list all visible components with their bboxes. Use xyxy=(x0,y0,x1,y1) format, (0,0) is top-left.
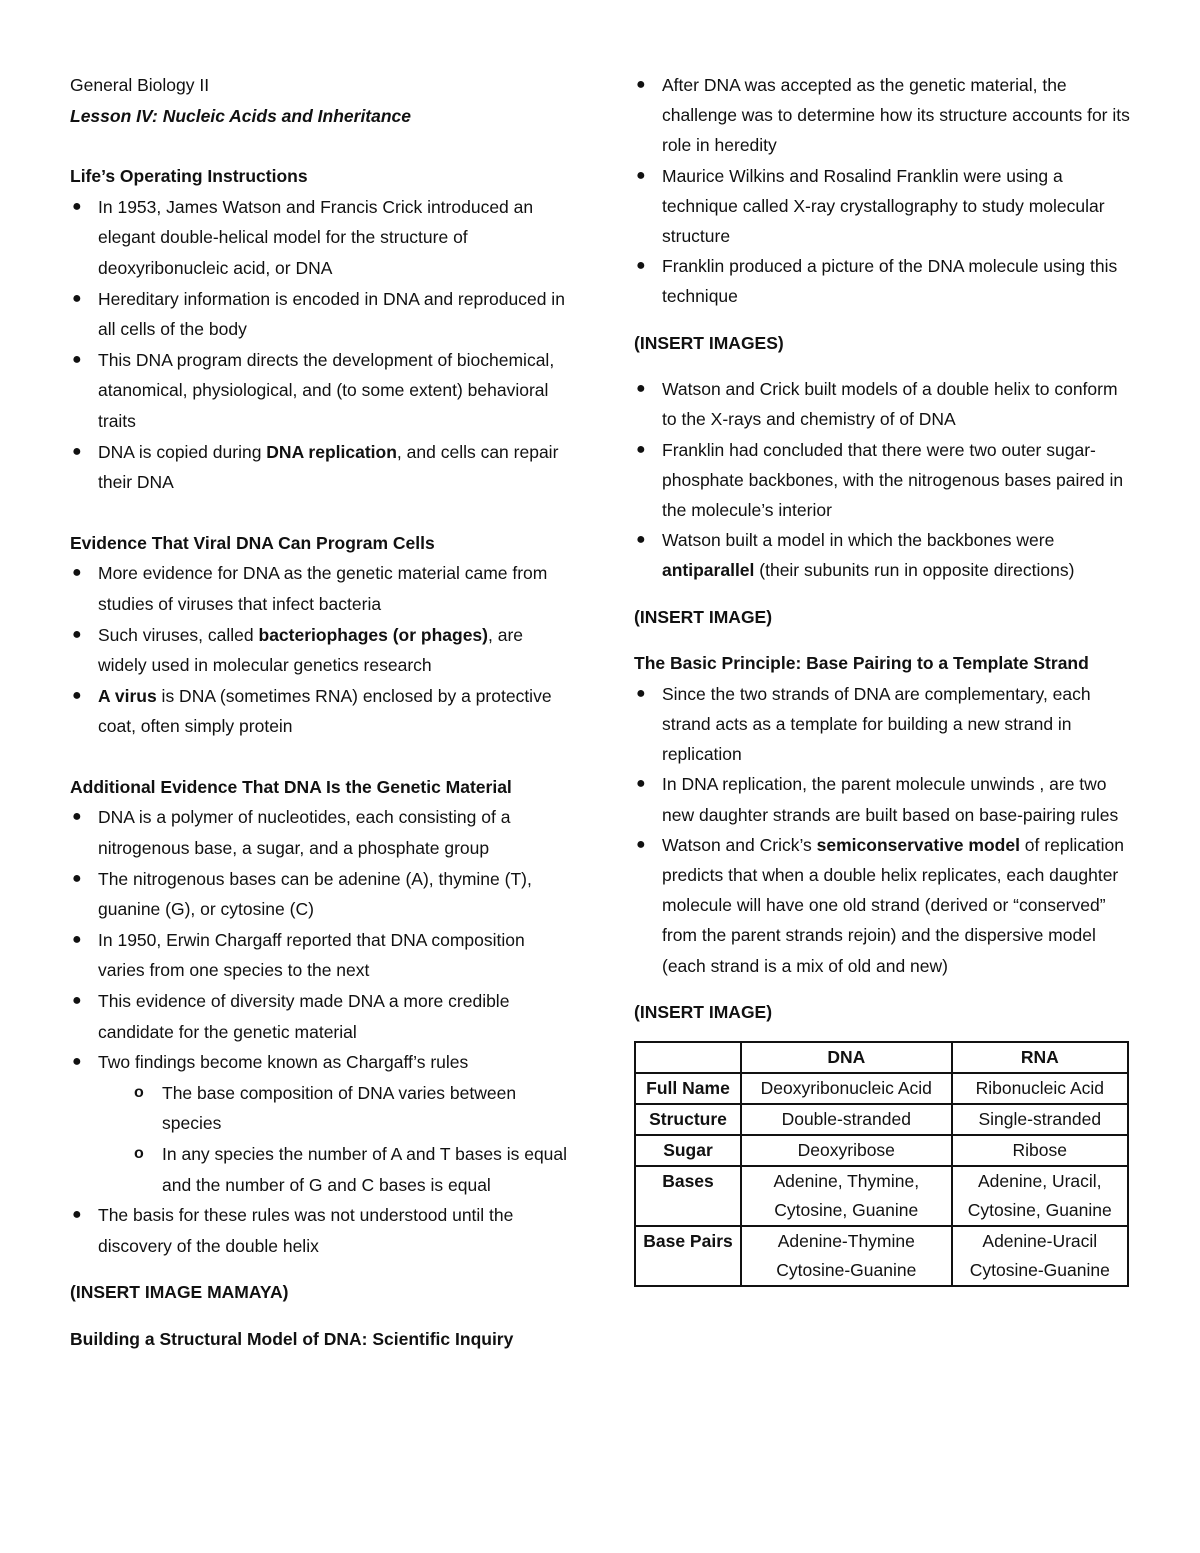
table-cell: Ribose xyxy=(952,1135,1128,1166)
table-cell: Adenine-Uracil Cytosine-Guanine xyxy=(952,1226,1128,1286)
table-row xyxy=(635,1166,1128,1226)
lesson-title: Lesson IV: Nucleic Acids and Inheritance xyxy=(70,105,412,126)
list-item: ● DNA is a polymer of nucleotides, each consisting of a nitrogenous base, a sugar, and a phosphate group xyxy=(70,802,570,863)
additional-list xyxy=(70,802,570,1261)
table-cell: Adenine-Thymine Cytosine-Guanine xyxy=(741,1226,952,1286)
section-heading-basic: The Basic Principle: Base Pairing to a Template Strand xyxy=(634,653,1089,674)
list-item: ● Hereditary information is encoded in DNA and reproduced in all cells of the body xyxy=(70,284,570,345)
list-item: ● The nitrogenous bases can be adenine (A), thymine (T), guanine (G), or cytosine (C) xyxy=(70,864,570,925)
table-row xyxy=(635,1135,1128,1166)
table-cell: Deoxyribose xyxy=(741,1135,952,1166)
table-header-cell: RNA xyxy=(952,1042,1128,1073)
right-column xyxy=(634,70,1134,1287)
table-cell: Adenine, Uracil, Cytosine, Guanine xyxy=(952,1166,1128,1226)
table-row-header: Bases xyxy=(635,1166,741,1226)
bullet-icon: ● xyxy=(72,564,82,582)
basic-list xyxy=(634,679,1134,981)
list-item: ● The basis for these rules was not understood until the discovery of the double helix xyxy=(70,1200,570,1261)
list-item: ● DNA is copied during DNA replication, and cells can repair their DNA xyxy=(70,437,570,498)
bullet-icon: ● xyxy=(636,684,646,702)
bullet-icon: ● xyxy=(72,350,82,368)
list-item: ● Franklin had concluded that there were two outer sugar-phosphate backbones, with the nitrogenous bases paired in the molecule’s interior xyxy=(634,435,1134,526)
life-list xyxy=(70,192,570,498)
building-list-2 xyxy=(634,374,1134,585)
insert-image-placeholder: (INSERT IMAGE) xyxy=(634,606,773,627)
bullet-icon: ● xyxy=(72,625,82,643)
bullet-icon: ● xyxy=(72,197,82,215)
list-item: ● A virus is DNA (sometimes RNA) enclosed by a protective coat, often simply protein xyxy=(70,681,570,742)
section-heading-viral: Evidence That Viral DNA Can Program Cells xyxy=(70,532,435,553)
bullet-icon: ● xyxy=(636,835,646,853)
table-cell: Double-stranded xyxy=(741,1104,952,1135)
bullet-icon: ● xyxy=(636,775,646,793)
section-heading-additional: Additional Evidence That DNA Is the Genetic Material xyxy=(70,776,512,797)
sub-list-item: o The base composition of DNA varies between species xyxy=(70,1078,570,1139)
table-cell: Deoxyribonucleic Acid xyxy=(741,1073,952,1104)
table-row-header: Sugar xyxy=(635,1135,741,1166)
table-cell: Adenine, Thymine, Cytosine, Guanine xyxy=(741,1166,952,1226)
table-row xyxy=(635,1226,1128,1286)
insert-images-placeholder: (INSERT IMAGES) xyxy=(634,332,784,353)
table-cell: Ribonucleic Acid xyxy=(952,1073,1128,1104)
bullet-icon: ● xyxy=(636,257,646,275)
table-cell: Single-stranded xyxy=(952,1104,1128,1135)
bullet-icon: ● xyxy=(72,930,82,948)
list-item: ● In 1953, James Watson and Francis Crick introduced an elegant double-helical model for the structure of deoxyribonucleic acid, or DNA xyxy=(70,192,570,284)
list-item: ● Watson and Crick’s semiconservative model of replication predicts that when a double helix replicates, each daughter molecule will have one old strand (derived or “conserved” from the parent strands rejoin) and the dispersive model (each strand is a mix of old and new) xyxy=(634,830,1134,981)
table-row-header: Base Pairs xyxy=(635,1226,741,1286)
bullet-icon: ● xyxy=(636,76,646,93)
table-header-cell xyxy=(635,1042,741,1073)
table-header-row xyxy=(635,1042,1128,1073)
bullet-icon: ● xyxy=(636,440,646,458)
circle-bullet-icon: o xyxy=(134,1145,144,1162)
list-item: ● Watson built a model in which the backbones were antiparallel (their subunits run in opposite directions) xyxy=(634,525,1134,585)
sub-list-item: o In any species the number of A and T bases is equal and the number of G and C bases is equal xyxy=(70,1139,570,1200)
list-item: ● More evidence for DNA as the genetic material came from studies of viruses that infect bacteria xyxy=(70,558,570,619)
table-row-header: Structure xyxy=(635,1104,741,1135)
list-item: ● Maurice Wilkins and Rosalind Franklin were using a technique called X-ray crystallography to study molecular structure xyxy=(634,161,1134,252)
dna-rna-comparison-table xyxy=(634,1041,1129,1287)
bullet-icon: ● xyxy=(72,869,82,887)
table-header-cell: DNA xyxy=(741,1042,952,1073)
left-column xyxy=(70,70,570,1355)
bullet-icon: ● xyxy=(72,289,82,307)
table-row-header: Full Name xyxy=(635,1073,741,1104)
list-item: ● Two findings become known as Chargaff’s rules xyxy=(70,1047,570,1078)
table-row xyxy=(635,1104,1128,1135)
insert-image-placeholder: (INSERT IMAGE MAMAYA) xyxy=(70,1282,289,1303)
list-item: ● Franklin produced a picture of the DNA molecule using this technique xyxy=(634,251,1134,311)
bullet-icon: ● xyxy=(72,1206,82,1224)
circle-bullet-icon: o xyxy=(134,1083,144,1101)
bullet-icon: ● xyxy=(636,531,646,549)
bullet-icon: ● xyxy=(636,380,646,398)
table-row xyxy=(635,1073,1128,1104)
list-item: ● Since the two strands of DNA are complementary, each strand acts as a template for building a new strand in replication xyxy=(634,679,1134,770)
bullet-icon: ● xyxy=(72,442,82,460)
list-item: ● This DNA program directs the development of biochemical, atanomical, physiological, and (to some extent) behavioral traits xyxy=(70,345,570,437)
list-item: ● In 1950, Erwin Chargaff reported that DNA composition varies from one species to the next xyxy=(70,925,570,986)
list-item: ● In DNA replication, the parent molecule unwinds , are two new daughter strands are built based on base-pairing rules xyxy=(634,769,1134,829)
viral-list xyxy=(70,558,570,742)
bullet-icon: ● xyxy=(72,808,82,826)
building-list xyxy=(634,70,1134,312)
course-title: General Biology II xyxy=(70,75,210,95)
insert-image-placeholder: (INSERT IMAGE) xyxy=(634,1001,773,1022)
bullet-icon: ● xyxy=(636,166,646,184)
list-item: ● Watson and Crick built models of a double helix to conform to the X-rays and chemistry of of DNA xyxy=(634,374,1134,434)
list-item: ● After DNA was accepted as the genetic material, the challenge was to determine how its structure accounts for its role in heredity xyxy=(634,70,1134,161)
list-item: ● Such viruses, called bacteriophages (or phages), are widely used in molecular genetics research xyxy=(70,620,570,681)
section-heading-building: Building a Structural Model of DNA: Scientific Inquiry xyxy=(70,1328,514,1349)
bullet-icon: ● xyxy=(72,686,82,704)
section-heading-life: Life’s Operating Instructions xyxy=(70,166,308,187)
bullet-icon: ● xyxy=(72,1053,82,1071)
list-item: ● This evidence of diversity made DNA a more credible candidate for the genetic material xyxy=(70,986,570,1047)
bullet-icon: ● xyxy=(72,992,82,1010)
